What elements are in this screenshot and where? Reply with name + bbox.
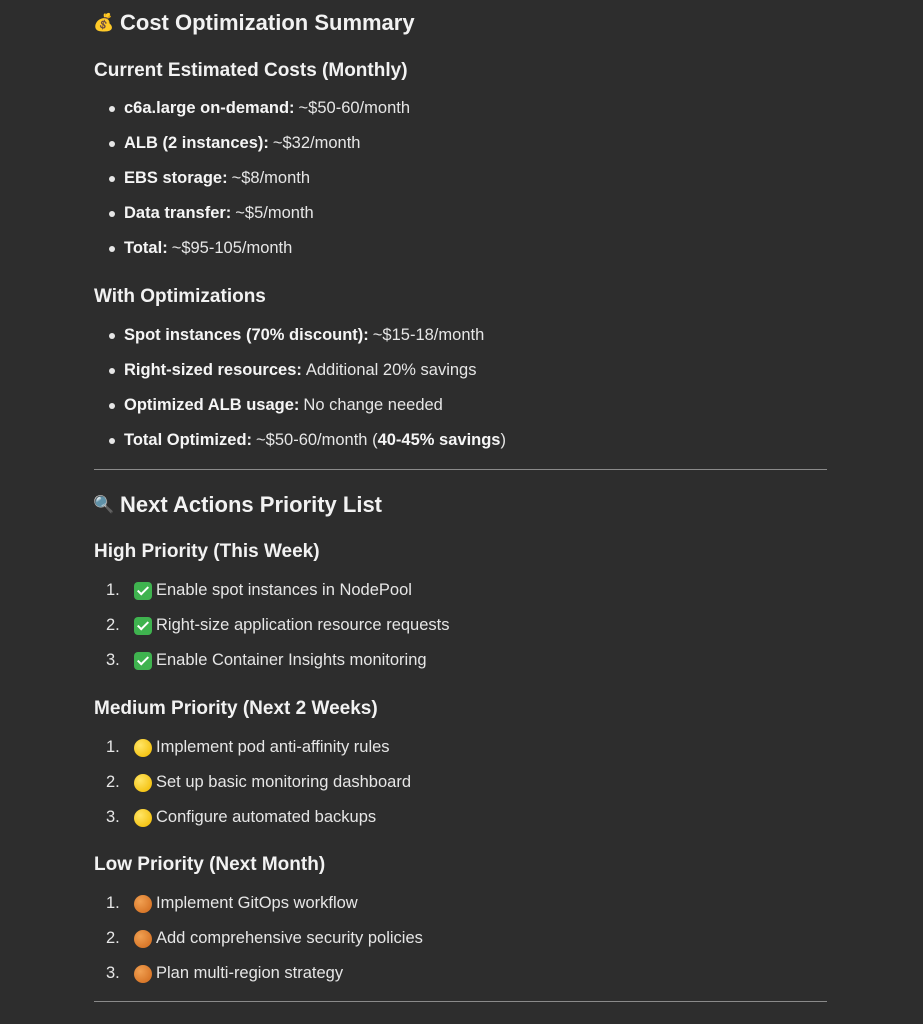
- current-costs-list: [94, 91, 410, 266]
- bullet-icon: [109, 438, 115, 444]
- medium-priority-list: [94, 730, 411, 835]
- item-label: Data transfer:: [124, 204, 232, 222]
- item-text: Enable spot instances in NodePool: [156, 581, 412, 599]
- optimizations-list: [94, 318, 506, 458]
- item-number: 3.: [106, 964, 120, 982]
- savings-highlight: 40-45% savings: [377, 431, 501, 449]
- item-label: Spot instances (70% discount):: [124, 326, 369, 344]
- item-text: Enable Container Insights monitoring: [156, 651, 427, 669]
- item-label: Optimized ALB usage:: [124, 396, 300, 414]
- check-mark-icon: [134, 652, 152, 670]
- item-number: 1.: [106, 738, 120, 756]
- subheading-low-priority: Low Priority (Next Month): [94, 854, 326, 875]
- list-item: [94, 126, 410, 161]
- item-text: Set up basic monitoring dashboard: [156, 773, 411, 791]
- list-item: [94, 921, 423, 956]
- yellow-circle-icon: [134, 809, 152, 827]
- list-item: [94, 608, 449, 643]
- bullet-icon: [109, 106, 115, 112]
- item-value: Additional 20% savings: [305, 361, 477, 379]
- list-item: [94, 91, 410, 126]
- section-title-text: Next Actions Priority List: [120, 492, 383, 517]
- orange-circle-icon: [134, 965, 152, 983]
- item-value: No change needed: [303, 396, 443, 414]
- item-label: ALB (2 instances):: [124, 134, 269, 152]
- item-value: ~$8/month: [231, 169, 311, 187]
- yellow-circle-icon: [134, 774, 152, 792]
- list-item: [94, 643, 449, 678]
- high-priority-list: [94, 573, 449, 678]
- section-title-cost: [94, 8, 415, 38]
- item-text: Add comprehensive security policies: [156, 929, 423, 947]
- item-number: 2.: [106, 929, 120, 947]
- item-label: Total:: [124, 239, 168, 257]
- item-value: ~$50-60/month (: [256, 431, 378, 449]
- section-title-text: Cost Optimization Summary: [120, 10, 415, 35]
- item-value: ~$95-105/month: [171, 239, 293, 257]
- item-value: ~$15-18/month: [372, 326, 485, 344]
- check-mark-icon: [134, 582, 152, 600]
- item-number: 2.: [106, 616, 120, 634]
- list-item: [94, 573, 449, 608]
- item-text: Plan multi-region strategy: [156, 964, 344, 982]
- item-text: Implement GitOps workflow: [156, 894, 358, 912]
- bullet-icon: [109, 333, 115, 339]
- list-item: [94, 388, 506, 423]
- money-bag-icon: 💰: [93, 13, 115, 32]
- low-priority-list: [94, 886, 423, 991]
- subheading-high-priority: High Priority (This Week): [94, 541, 320, 562]
- list-item: [94, 800, 411, 835]
- list-item: [94, 318, 506, 353]
- item-number: 3.: [106, 651, 120, 669]
- bullet-icon: [109, 246, 115, 252]
- yellow-circle-icon: [134, 739, 152, 757]
- list-item: [94, 423, 506, 458]
- item-value: ~$32/month: [272, 134, 361, 152]
- list-item: [94, 161, 410, 196]
- list-item: [94, 730, 411, 765]
- bullet-icon: [109, 211, 115, 217]
- bullet-icon: [109, 176, 115, 182]
- list-item: [94, 765, 411, 800]
- subheading-current-costs: Current Estimated Costs (Monthly): [94, 60, 408, 81]
- bullet-icon: [109, 141, 115, 147]
- subheading-medium-priority: Medium Priority (Next 2 Weeks): [94, 698, 378, 719]
- item-text: Implement pod anti-affinity rules: [156, 738, 390, 756]
- list-item: [94, 353, 506, 388]
- item-number: 2.: [106, 773, 120, 791]
- item-label: c6a.large on-demand:: [124, 99, 295, 117]
- list-item: [94, 886, 423, 921]
- list-item: [94, 956, 423, 991]
- item-label: EBS storage:: [124, 169, 228, 187]
- item-text: Right-size application resource requests: [156, 616, 450, 634]
- item-value: ~$50-60/month: [298, 99, 411, 117]
- orange-circle-icon: [134, 930, 152, 948]
- item-number: 1.: [106, 894, 120, 912]
- list-item: [94, 196, 410, 231]
- item-number: 3.: [106, 808, 120, 826]
- bullet-icon: [109, 368, 115, 374]
- check-mark-icon: [134, 617, 152, 635]
- section-title-actions: [94, 490, 382, 520]
- item-text: Configure automated backups: [156, 808, 377, 826]
- magnifying-glass-icon: 🔍: [93, 495, 115, 514]
- subheading-optimizations: With Optimizations: [94, 286, 266, 307]
- divider: [94, 469, 827, 470]
- list-item: [94, 231, 410, 266]
- bullet-icon: [109, 403, 115, 409]
- item-label: Total Optimized:: [124, 431, 253, 449]
- item-tail: ): [500, 431, 506, 449]
- item-value: ~$5/month: [235, 204, 314, 222]
- item-label: Right-sized resources:: [124, 361, 302, 379]
- divider: [94, 1001, 827, 1002]
- orange-circle-icon: [134, 895, 152, 913]
- item-number: 1.: [106, 581, 120, 599]
